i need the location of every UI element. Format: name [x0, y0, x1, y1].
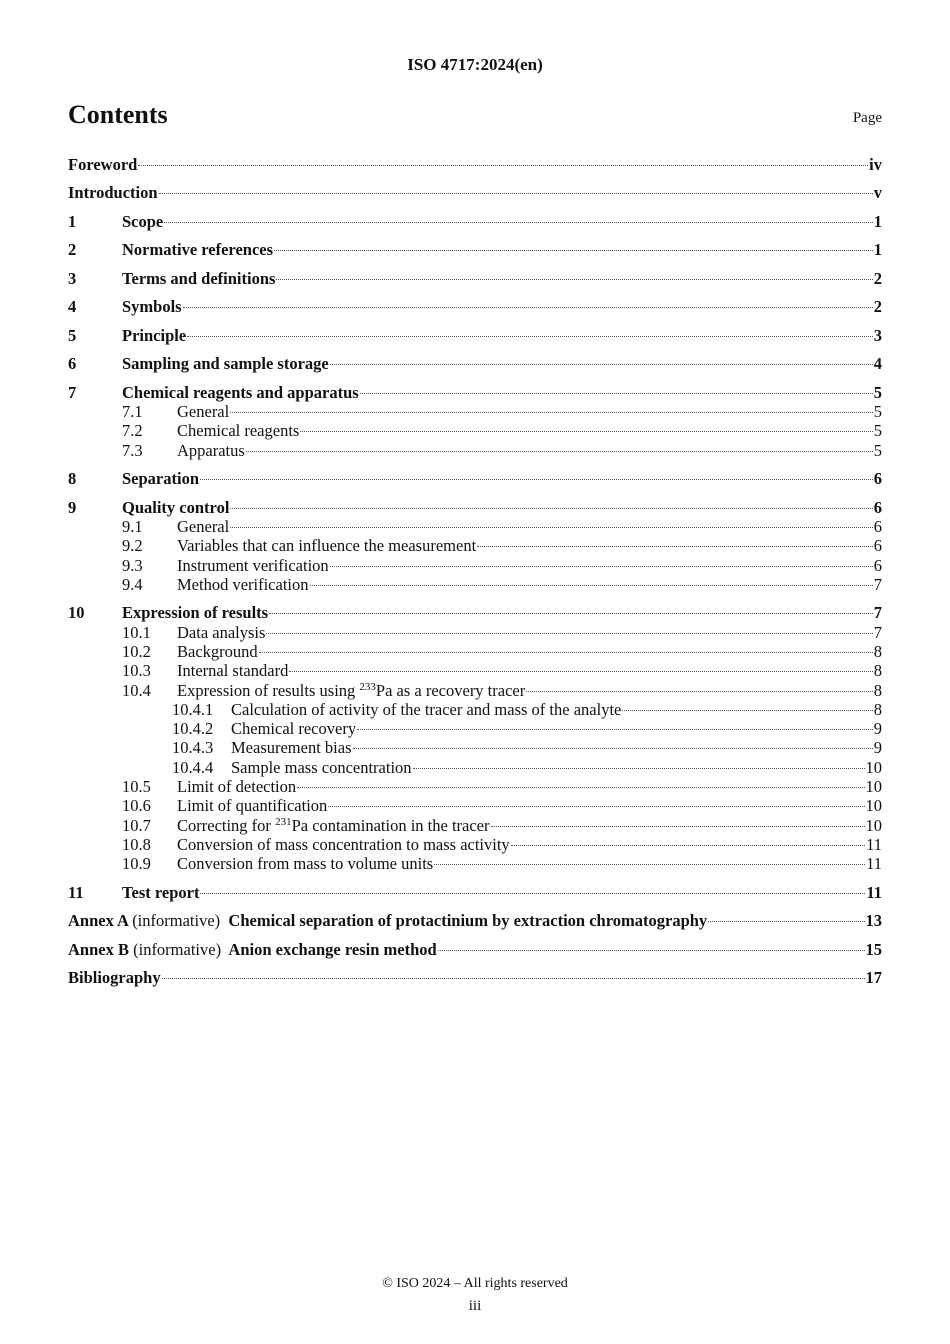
title-text: Principle — [122, 325, 187, 345]
toc-entry-number: 7.1 — [122, 402, 143, 422]
dot-leader — [360, 392, 873, 394]
toc-entry-title[interactable] — [231, 700, 621, 719]
toc-entry-page: 13 — [865, 911, 882, 931]
toc-entry[interactable] — [68, 603, 882, 622]
title-text: Internal standard — [177, 661, 289, 681]
toc-entry[interactable] — [68, 738, 882, 757]
toc-entry-title[interactable] — [68, 183, 158, 202]
dot-leader — [330, 565, 873, 567]
toc-entry[interactable] — [68, 777, 882, 796]
document-id-header: ISO 4717:2024(en) — [407, 55, 543, 74]
toc-entry-page: 6 — [873, 536, 882, 556]
title-text: Variables that can influence the measurement — [177, 536, 477, 556]
dot-leader — [353, 747, 873, 749]
toc-entry-page: iv — [869, 155, 882, 174]
toc-entry-page: v — [873, 183, 882, 203]
dot-leader — [266, 632, 872, 634]
toc-entry[interactable] — [68, 940, 882, 959]
toc-entry-page: 5 — [873, 421, 882, 441]
toc-entry-title[interactable] — [68, 911, 707, 930]
dot-leader — [230, 411, 873, 413]
toc-entry-title[interactable] — [177, 623, 265, 642]
toc-entry-number: 3 — [68, 268, 77, 288]
toc-entry[interactable] — [68, 155, 882, 174]
toc-entry[interactable] — [68, 383, 882, 402]
toc-entry-number: 10.6 — [122, 796, 151, 816]
toc-entry[interactable] — [68, 183, 882, 202]
toc-entry[interactable] — [68, 240, 882, 259]
toc-entry-title[interactable] — [122, 269, 275, 288]
toc-entry-number: 10.4.1 — [172, 699, 214, 719]
toc-entry-number: 7 — [68, 382, 77, 402]
title-text: Conversion of mass concentration to mass activity — [177, 834, 510, 854]
title-text: Expression of results — [122, 603, 269, 623]
title-text: Data analysis — [177, 622, 266, 642]
dot-leader — [622, 709, 872, 711]
dot-leader — [274, 249, 873, 251]
annex-type: (informative) — [132, 911, 221, 931]
toc-entry[interactable] — [68, 354, 882, 373]
toc-entry-page: 5 — [873, 440, 882, 460]
title-text: Chemical reagents — [177, 421, 300, 441]
toc-entry-number: 7.2 — [122, 421, 143, 441]
toc-entry[interactable] — [68, 796, 882, 815]
dot-leader — [297, 786, 864, 788]
toc-entry-page: 2 — [873, 297, 882, 317]
dot-leader — [162, 977, 865, 979]
toc-entry-page: 8 — [873, 661, 882, 681]
toc-entry-title[interactable] — [177, 575, 309, 594]
toc-entry-page: 1 — [873, 211, 882, 231]
toc-entry-title[interactable] — [177, 421, 299, 440]
toc-entry-page: 11 — [866, 882, 882, 902]
toc-entry-title[interactable] — [122, 326, 186, 345]
toc-entry-page: 7 — [873, 574, 882, 594]
toc-entry-title[interactable] — [177, 441, 245, 460]
toc-entry-page: 5 — [873, 402, 882, 422]
toc-entry-page: 6 — [873, 469, 882, 489]
toc-entry[interactable] — [68, 719, 882, 738]
title-text: Sample mass concentration — [231, 757, 412, 777]
isotope-superscript: 231 — [275, 815, 292, 828]
toc-entry[interactable] — [68, 642, 882, 661]
toc-entry-title[interactable] — [122, 383, 359, 402]
toc-entry-page: 11 — [866, 834, 882, 854]
toc-entry-title[interactable] — [177, 517, 229, 536]
dot-leader — [187, 335, 873, 337]
toc-entry[interactable] — [68, 854, 882, 873]
title-text: Bibliography — [68, 968, 161, 988]
toc-entry-page: 9 — [873, 738, 882, 758]
dot-leader — [511, 844, 865, 846]
toc-entry-number: 5 — [68, 325, 77, 345]
toc-entry-number: 8 — [68, 469, 77, 489]
toc-entry-number: 9.2 — [122, 536, 143, 556]
toc-entry[interactable] — [68, 681, 882, 700]
title-text: Limit of quantification — [177, 796, 328, 816]
dot-leader — [434, 863, 865, 865]
toc-entry-page: 3 — [873, 325, 882, 345]
annex-title: Chemical separation of protactinium by extraction chromatography — [228, 911, 708, 931]
page-column-label: Page — [852, 110, 882, 126]
toc-entry-page: 10 — [865, 777, 882, 797]
dot-leader — [259, 651, 873, 653]
page-number: iii — [468, 1298, 482, 1314]
dot-leader — [269, 612, 873, 614]
toc-entry-title[interactable] — [231, 758, 412, 777]
toc-entry[interactable] — [68, 911, 882, 930]
toc-entry-number: 10.4.3 — [172, 738, 214, 758]
toc-entry[interactable] — [68, 661, 882, 680]
toc-entry-page: 6 — [873, 555, 882, 575]
toc-entry-page: 17 — [865, 968, 882, 988]
title-text: Scope — [122, 211, 164, 231]
title-text: Conversion from mass to volume units — [177, 854, 434, 874]
toc-entry-page: 10 — [865, 796, 882, 816]
toc-entry-title[interactable] — [122, 297, 182, 316]
dot-leader — [413, 767, 865, 769]
toc-entry[interactable] — [68, 297, 882, 316]
toc-entry-number: 10 — [68, 603, 85, 623]
title-text: Limit of detection — [177, 777, 297, 797]
toc-entry-number: 1 — [68, 211, 77, 231]
toc-entry[interactable] — [68, 469, 882, 488]
toc-entry-number: 7.3 — [122, 440, 143, 460]
title-text-continued: Pa as a recovery tracer — [375, 680, 526, 700]
toc-entry[interactable] — [68, 816, 882, 835]
toc-entry-page: 2 — [873, 268, 882, 288]
toc-entry-number: 10.4.4 — [172, 757, 214, 777]
toc-entry-title[interactable] — [122, 498, 229, 517]
title-text: Symbols — [122, 297, 182, 317]
toc-entry-number: 10.7 — [122, 815, 151, 835]
toc-entry-title[interactable] — [68, 940, 437, 959]
toc-entry-title[interactable] — [177, 777, 296, 796]
dot-leader — [276, 278, 872, 280]
toc-entry-page: 10 — [865, 815, 882, 835]
title-text: Normative references — [122, 240, 274, 260]
toc-entry-number: 11 — [68, 882, 84, 902]
isotope-superscript: 233 — [359, 680, 376, 693]
toc-entry-title[interactable] — [177, 681, 525, 700]
toc-entry-title[interactable] — [122, 469, 199, 488]
dot-leader — [289, 670, 872, 672]
toc-entry[interactable] — [68, 700, 882, 719]
title-text: Expression of results using — [177, 680, 360, 700]
dot-leader — [526, 690, 873, 692]
dot-leader — [138, 164, 868, 166]
toc-entry[interactable] — [68, 758, 882, 777]
annex-type: (informative) — [133, 939, 222, 959]
toc-entry-title[interactable] — [231, 738, 352, 757]
toc-entry[interactable] — [68, 441, 882, 460]
toc-entry[interactable] — [68, 402, 882, 421]
annex-label: Annex B — [68, 939, 129, 959]
toc-entry-page: 5 — [873, 382, 882, 402]
toc-entry[interactable] — [68, 883, 882, 902]
annex-label: Annex A — [68, 911, 129, 931]
toc-entry-page: 6 — [873, 497, 882, 517]
toc-entry-number: 10.4.2 — [172, 719, 214, 739]
toc-entry[interactable] — [68, 421, 882, 440]
toc-entry-title[interactable] — [122, 240, 273, 259]
toc-entry-title[interactable] — [122, 212, 163, 231]
toc-entry-title[interactable] — [177, 642, 258, 661]
toc-entry[interactable] — [68, 212, 882, 231]
title-text: General — [177, 517, 230, 537]
toc-entry[interactable] — [68, 835, 882, 854]
title-text: Background — [177, 642, 258, 661]
toc-entry-page: 4 — [873, 354, 882, 374]
title-text: Sampling and sample storage — [122, 354, 329, 374]
dot-leader — [330, 363, 873, 365]
toc-entry-number: 2 — [68, 240, 77, 260]
toc-entry-number: 10.4 — [122, 680, 151, 700]
title-text: Apparatus — [177, 440, 245, 460]
dot-leader — [708, 920, 864, 922]
title-text: Instrument verification — [177, 555, 329, 575]
contents-heading: Contents — [68, 100, 168, 129]
toc-entry-number: 9 — [68, 497, 77, 517]
toc-entry-page: 6 — [873, 517, 882, 537]
toc-entry-page: 8 — [873, 699, 882, 719]
title-text: Foreword — [68, 155, 138, 174]
toc-entry-title[interactable] — [177, 402, 229, 421]
toc-entry-number: 9.3 — [122, 555, 143, 575]
toc-entry[interactable] — [68, 968, 882, 987]
toc-entry-page: 7 — [873, 603, 882, 623]
toc-entry-number: 9.4 — [122, 574, 143, 594]
toc-entry[interactable] — [68, 623, 882, 642]
dot-leader — [230, 507, 872, 509]
toc-entry-number: 10.2 — [122, 642, 151, 661]
toc-entry[interactable] — [68, 575, 882, 594]
toc-entry-title[interactable] — [177, 556, 329, 575]
title-text: Measurement bias — [231, 738, 352, 758]
dot-leader — [246, 450, 873, 452]
toc-entry-page: 8 — [873, 642, 882, 661]
title-text: Calculation of activity of the tracer and mass of the analyte — [231, 699, 622, 719]
toc-entry-title[interactable] — [122, 603, 268, 622]
dot-leader — [300, 430, 872, 432]
toc-entry-title[interactable] — [177, 536, 476, 555]
title-text: Chemical recovery — [231, 719, 357, 739]
toc-entry-title[interactable] — [177, 661, 288, 680]
annex-title: Anion exchange resin method — [228, 939, 437, 959]
toc-entry-title[interactable] — [177, 835, 510, 854]
dot-leader — [477, 545, 873, 547]
title-text: Separation — [122, 469, 200, 489]
title-text: Quality control — [122, 497, 230, 517]
toc-entry-title[interactable] — [122, 354, 329, 373]
toc-entry-title[interactable] — [68, 155, 137, 174]
dot-leader — [310, 584, 873, 586]
toc-entry-title[interactable] — [177, 816, 490, 835]
toc-entry[interactable] — [68, 326, 882, 345]
toc-entry-number: 9.1 — [122, 517, 143, 537]
title-text: Chemical reagents and apparatus — [122, 382, 359, 402]
toc-entry-page: 11 — [866, 854, 882, 874]
dot-leader — [491, 825, 865, 827]
copyright-footer: © ISO 2024 – All rights reserved — [382, 1276, 568, 1291]
toc-entry-page: 7 — [873, 622, 882, 642]
toc-entry[interactable] — [68, 269, 882, 288]
dot-leader — [438, 949, 865, 951]
dot-leader — [164, 221, 873, 223]
toc-entry-number: 6 — [68, 354, 77, 374]
toc-entry-number: 10.9 — [122, 854, 151, 874]
toc-entry[interactable] — [68, 517, 882, 536]
title-text: Introduction — [68, 183, 158, 203]
dot-leader — [230, 526, 873, 528]
toc-entry-page: 10 — [865, 757, 882, 777]
toc-entry-title[interactable] — [231, 719, 356, 738]
title-text: General — [177, 402, 230, 422]
toc-entry-page: 8 — [873, 680, 882, 700]
toc-entry-number: 10.1 — [122, 622, 151, 642]
toc-entry-number: 10.3 — [122, 661, 151, 681]
toc-entry-page: 15 — [865, 939, 882, 959]
dot-leader — [183, 306, 873, 308]
toc-entry-page: 1 — [873, 240, 882, 260]
table-of-contents — [68, 155, 882, 988]
toc-entry-title[interactable] — [177, 854, 433, 873]
toc-entry-title[interactable] — [122, 883, 199, 902]
dot-leader — [200, 478, 873, 480]
toc-entry[interactable] — [68, 536, 882, 555]
toc-entry-page: 9 — [873, 719, 882, 739]
title-text: Test report — [122, 882, 200, 902]
toc-entry[interactable] — [68, 498, 882, 517]
toc-entry-number: 10.8 — [122, 834, 151, 854]
toc-entry[interactable] — [68, 556, 882, 575]
dot-leader — [159, 192, 873, 194]
title-text: Correcting for — [177, 815, 276, 835]
dot-leader — [357, 728, 873, 730]
toc-entry-number: 4 — [68, 297, 77, 317]
title-text-continued: Pa contamination in the tracer — [291, 815, 490, 835]
dot-leader — [328, 805, 864, 807]
toc-entry-title[interactable] — [68, 968, 161, 987]
title-text: Terms and definitions — [122, 268, 276, 288]
dot-leader — [200, 892, 865, 894]
toc-entry-number: 10.5 — [122, 777, 151, 797]
title-text: Method verification — [177, 574, 309, 594]
toc-entry-title[interactable] — [177, 796, 327, 815]
